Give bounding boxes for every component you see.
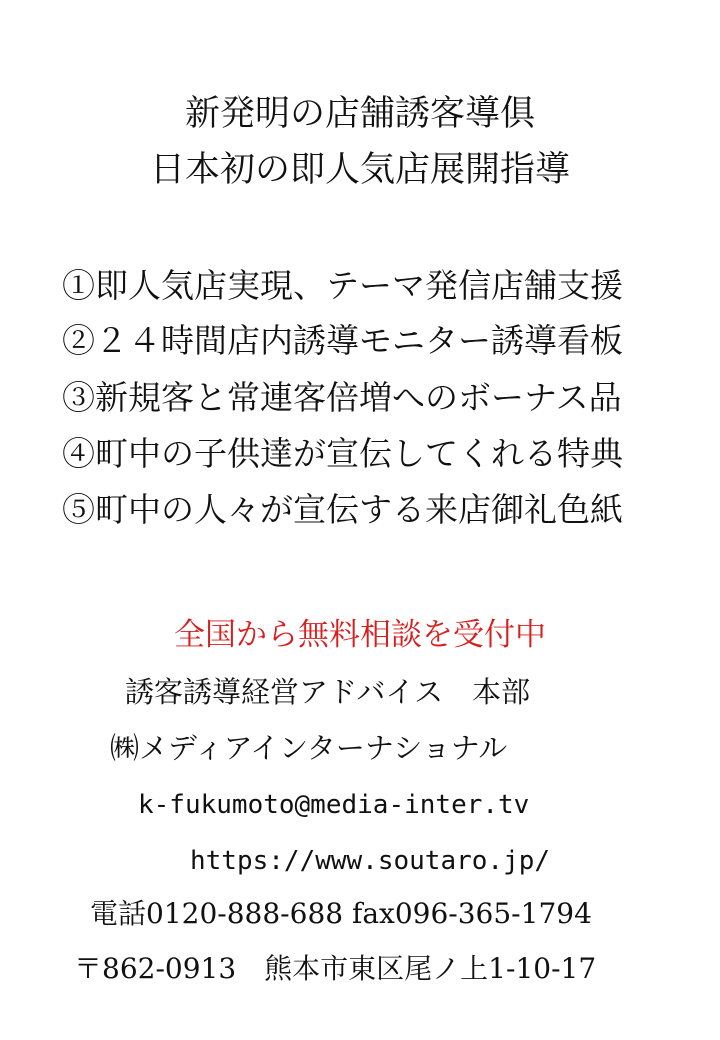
feature-item-3: ③新規客と常連客倍増へのボーナス品 xyxy=(62,378,622,417)
feature-item-4: ④町中の子供達が宣伝してくれる特典 xyxy=(62,434,623,473)
website-link[interactable]: https://www.soutaro.jp/ xyxy=(190,846,551,876)
department-name: 誘客誘導経営アドバイス 本部 xyxy=(125,675,531,709)
title-line-1: 新発明の店舗誘客導俱 xyxy=(184,94,535,134)
feature-item-1: ①即人気店実現、テーマ発信店舗支援 xyxy=(62,266,623,305)
phone-fax-line: 電話0120-888-688 fax096-365-1794 xyxy=(90,897,592,930)
feature-item-5: ⑤町中の人々が宣伝する来店御礼色紙 xyxy=(62,490,623,529)
feature-item-2: ②２４時間店内誘導モニター誘導看板 xyxy=(62,321,623,360)
email-link[interactable]: k-fukumoto@media-inter.tv xyxy=(138,790,530,820)
company-name: ㈱メディアインターナショナル xyxy=(110,731,508,765)
free-consultation-banner: 全国から無料相談を受付中 xyxy=(174,617,546,653)
postal-address: 〒862-0913 熊本市東区尾ノ上1-10-17 xyxy=(74,952,597,985)
title-line-2: 日本初の即人気店展開指導 xyxy=(149,150,570,190)
